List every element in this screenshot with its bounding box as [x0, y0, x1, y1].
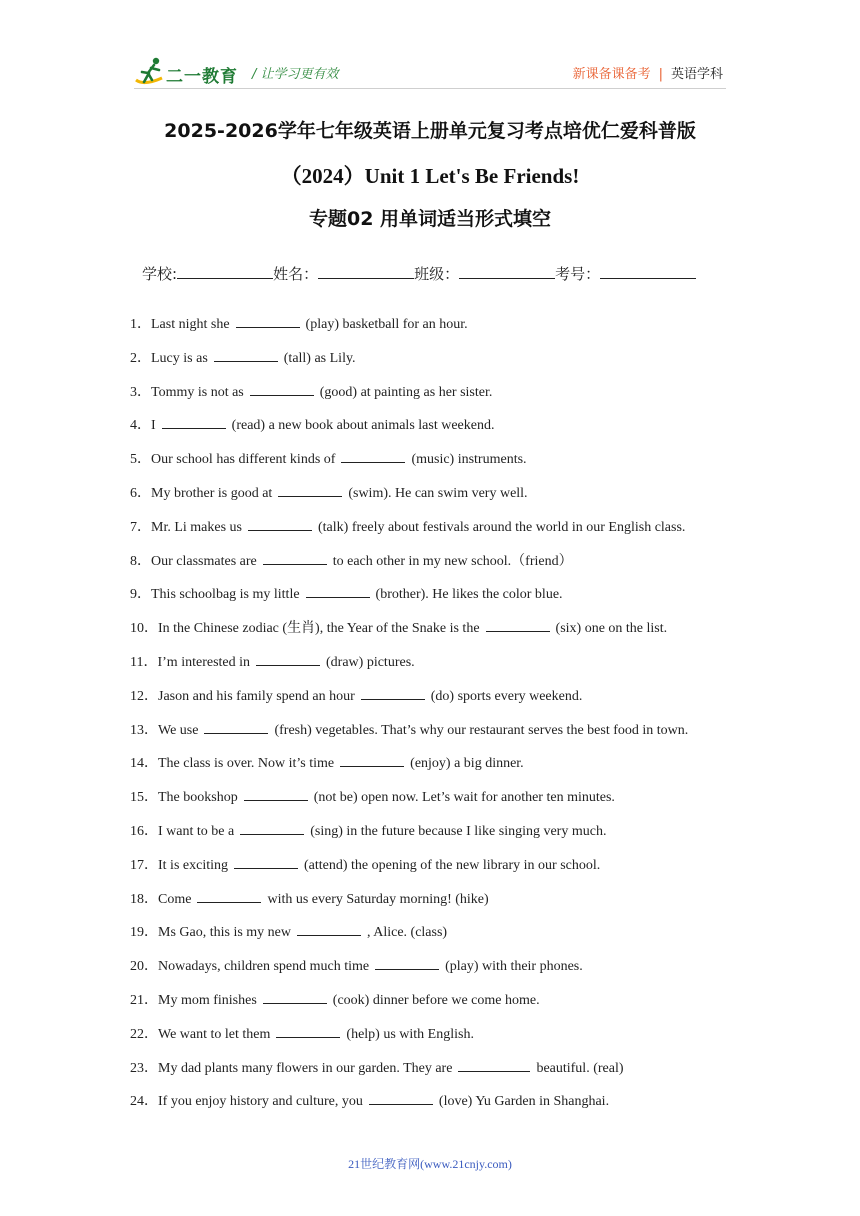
question-number: 4．: [130, 418, 151, 434]
answer-blank[interactable]: [361, 687, 425, 700]
answer-blank[interactable]: [248, 518, 312, 531]
exam-no-blank[interactable]: [600, 264, 696, 279]
question-list: [130, 315, 750, 1126]
question-text-after: (play) basketball for an hour.: [305, 317, 468, 332]
question-number: 18．: [130, 891, 158, 907]
question-text-before: Our school has different kinds of: [151, 452, 336, 468]
answer-blank[interactable]: [297, 923, 361, 936]
exam-no-label: 考号：: [555, 265, 601, 283]
question-text-after: (sing) in the future because I like singing very much.: [310, 823, 607, 839]
runner-logo-icon: [134, 56, 168, 90]
question-item: [130, 349, 750, 383]
question-item: [130, 552, 750, 586]
question-text-after: (music) instruments.: [411, 452, 527, 468]
question-text-before: My dad plants many flowers in our garden. They are: [158, 1060, 453, 1076]
logo-text: 二一教育: [166, 67, 238, 87]
question-item: [130, 1025, 750, 1059]
question-text-after: (six) one on the list.: [555, 621, 668, 637]
question-text-before: If you enjoy history and culture, you: [158, 1094, 363, 1110]
question-text-after: (not be) open now. Let’s wait for another ten minutes.: [313, 790, 615, 806]
question-number: 12．: [130, 688, 158, 704]
header-primary-label: 新课备课备考: [572, 67, 651, 82]
question-text-after: beautiful. (real): [536, 1060, 624, 1076]
header-right: [573, 63, 723, 82]
answer-blank[interactable]: [341, 450, 405, 463]
question-text-after: (enjoy) a big dinner.: [410, 756, 524, 772]
question-number: 16．: [130, 823, 158, 839]
answer-blank[interactable]: [263, 552, 327, 565]
slogan: / 让学习更有效: [252, 67, 339, 82]
question-item: [130, 923, 750, 957]
footer-text: 21世纪教育网(www.21cnjy.com): [348, 1157, 512, 1171]
school-blank[interactable]: [177, 264, 273, 279]
question-number: 7．: [130, 519, 151, 535]
answer-blank[interactable]: [458, 1059, 530, 1072]
answer-blank[interactable]: [236, 315, 300, 328]
question-text-after: (love) Yu Garden in Shanghai.: [438, 1094, 610, 1110]
question-text-before: Tommy is not as: [151, 384, 244, 400]
question-item: [130, 450, 750, 484]
question-text-before: It is exciting: [158, 857, 228, 873]
question-text-before: Lucy is as: [151, 350, 208, 366]
question-item: [130, 315, 750, 349]
header-subject-label: 英语学科: [670, 67, 723, 82]
header-divider: [134, 88, 726, 89]
question-text-after: (help) us with English.: [346, 1026, 474, 1042]
question-text-before: The bookshop: [158, 790, 238, 806]
name-blank[interactable]: [318, 264, 414, 279]
header-separator: |: [658, 67, 663, 82]
title-line-3: 专题02 用单词适当形式填空: [308, 208, 552, 230]
answer-blank[interactable]: [240, 822, 304, 835]
answer-blank[interactable]: [375, 957, 439, 970]
question-item: [130, 484, 750, 518]
page-header: [0, 0, 860, 96]
question-number: 6．: [130, 485, 151, 501]
student-info: [142, 263, 696, 284]
question-item: [130, 1092, 750, 1126]
question-text-before: We use: [158, 722, 199, 738]
question-text-before: Come: [158, 891, 192, 907]
question-number: 23．: [130, 1060, 158, 1076]
question-text-after: (swim). He can swim very well.: [348, 485, 528, 501]
question-text-before: Nowadays, children spend much time: [158, 959, 370, 975]
question-item: [130, 416, 750, 450]
question-text-before: Mr. Li makes us: [151, 519, 242, 535]
question-text-before: In the Chinese zodiac (生肖), the Year of the Snake is the: [158, 621, 480, 637]
answer-blank[interactable]: [162, 416, 226, 429]
logo: [134, 56, 244, 90]
question-item: [130, 788, 750, 822]
title-line-1: 2025-2026学年七年级英语上册单元复习考点培优仁爱科普版: [164, 120, 696, 142]
question-number: 10．: [130, 621, 158, 637]
question-number: 11．: [130, 654, 158, 670]
question-item: [130, 687, 750, 721]
school-label: 学校:: [142, 265, 178, 283]
answer-blank[interactable]: [276, 1025, 340, 1038]
question-item: [130, 1059, 750, 1093]
question-item: [130, 856, 750, 890]
question-text-before: My mom finishes: [158, 992, 257, 1008]
question-item: [130, 518, 750, 552]
question-number: 13．: [130, 722, 158, 738]
question-number: 9．: [130, 587, 151, 603]
question-number: 1．: [130, 317, 151, 332]
answer-blank[interactable]: [306, 585, 370, 598]
question-text-after: with us every Saturday morning! (hike): [267, 891, 489, 907]
question-number: 22．: [130, 1026, 158, 1042]
question-text-before: My brother is good at: [151, 485, 273, 501]
name-label: 姓名：: [273, 265, 319, 283]
answer-blank[interactable]: [256, 653, 320, 666]
question-text-before: I’m interested in: [157, 654, 251, 670]
question-item: [130, 991, 750, 1025]
answer-blank[interactable]: [244, 788, 308, 801]
question-number: 21．: [130, 992, 158, 1008]
answer-blank[interactable]: [234, 856, 298, 869]
question-item: [130, 721, 750, 755]
question-item: [130, 585, 750, 619]
question-text-before: I want to be a: [158, 823, 235, 839]
question-item: [130, 754, 750, 788]
question-text-before: The class is over. Now it’s time: [158, 756, 335, 772]
question-number: 20．: [130, 959, 158, 975]
question-text-after: (fresh) vegetables. That’s why our restaurant serves the best food in town.: [274, 722, 689, 738]
question-text-before: Jason and his family spend an hour: [158, 688, 355, 704]
question-number: 24．: [130, 1094, 158, 1110]
question-item: [130, 957, 750, 991]
question-item: [130, 619, 750, 653]
answer-blank[interactable]: [369, 1092, 433, 1105]
answer-blank[interactable]: [486, 619, 550, 632]
class-blank[interactable]: [459, 264, 555, 279]
question-number: 2．: [130, 350, 151, 366]
question-text-after: (read) a new book about animals last weekend.: [231, 418, 495, 434]
question-text-after: , Alice. (class): [367, 925, 448, 941]
question-item: [130, 890, 750, 924]
class-label: 班级：: [414, 265, 460, 283]
question-item: [130, 383, 750, 417]
question-number: 19．: [130, 925, 158, 941]
question-text-after: (attend) the opening of the new library in our school.: [304, 857, 601, 873]
question-text-after: (do) sports every weekend.: [430, 688, 583, 704]
question-number: 14．: [130, 756, 158, 772]
question-number: 17．: [130, 857, 158, 873]
title-line-2: （2024）Unit 1 Let's Be Friends!: [280, 164, 580, 188]
question-number: 5．: [130, 452, 151, 468]
question-text-before: Our classmates are: [151, 553, 257, 569]
question-text-after: (cook) dinner before we come home.: [332, 992, 540, 1008]
answer-blank[interactable]: [340, 754, 404, 767]
question-item: [130, 822, 750, 856]
question-text-before: Last night she: [151, 317, 230, 332]
answer-blank[interactable]: [250, 383, 314, 396]
question-text-after: (tall) as Lily.: [283, 350, 356, 366]
question-number: 3．: [130, 384, 151, 400]
question-text-after: (draw) pictures.: [326, 654, 415, 670]
question-text-after: (talk) freely about festivals around the world in our English class.: [318, 519, 686, 535]
question-number: 8．: [130, 553, 151, 569]
answer-blank[interactable]: [214, 349, 278, 362]
question-text-after: (good) at painting as her sister.: [319, 384, 493, 400]
answer-blank[interactable]: [278, 484, 342, 497]
question-text-after: (brother). He likes the color blue.: [375, 587, 563, 603]
question-text-after: to each other in my new school.（friend）: [332, 553, 573, 569]
question-item: [130, 653, 750, 687]
question-number: 15．: [130, 790, 158, 806]
answer-blank[interactable]: [204, 721, 268, 734]
question-text-before: Ms Gao, this is my new: [158, 925, 291, 941]
answer-blank[interactable]: [197, 890, 261, 903]
question-text-before: I: [151, 418, 156, 434]
question-text-before: This schoolbag is my little: [151, 587, 300, 603]
question-text-before: We want to let them: [158, 1026, 271, 1042]
question-text-after: (play) with their phones.: [445, 959, 583, 975]
answer-blank[interactable]: [263, 991, 327, 1004]
